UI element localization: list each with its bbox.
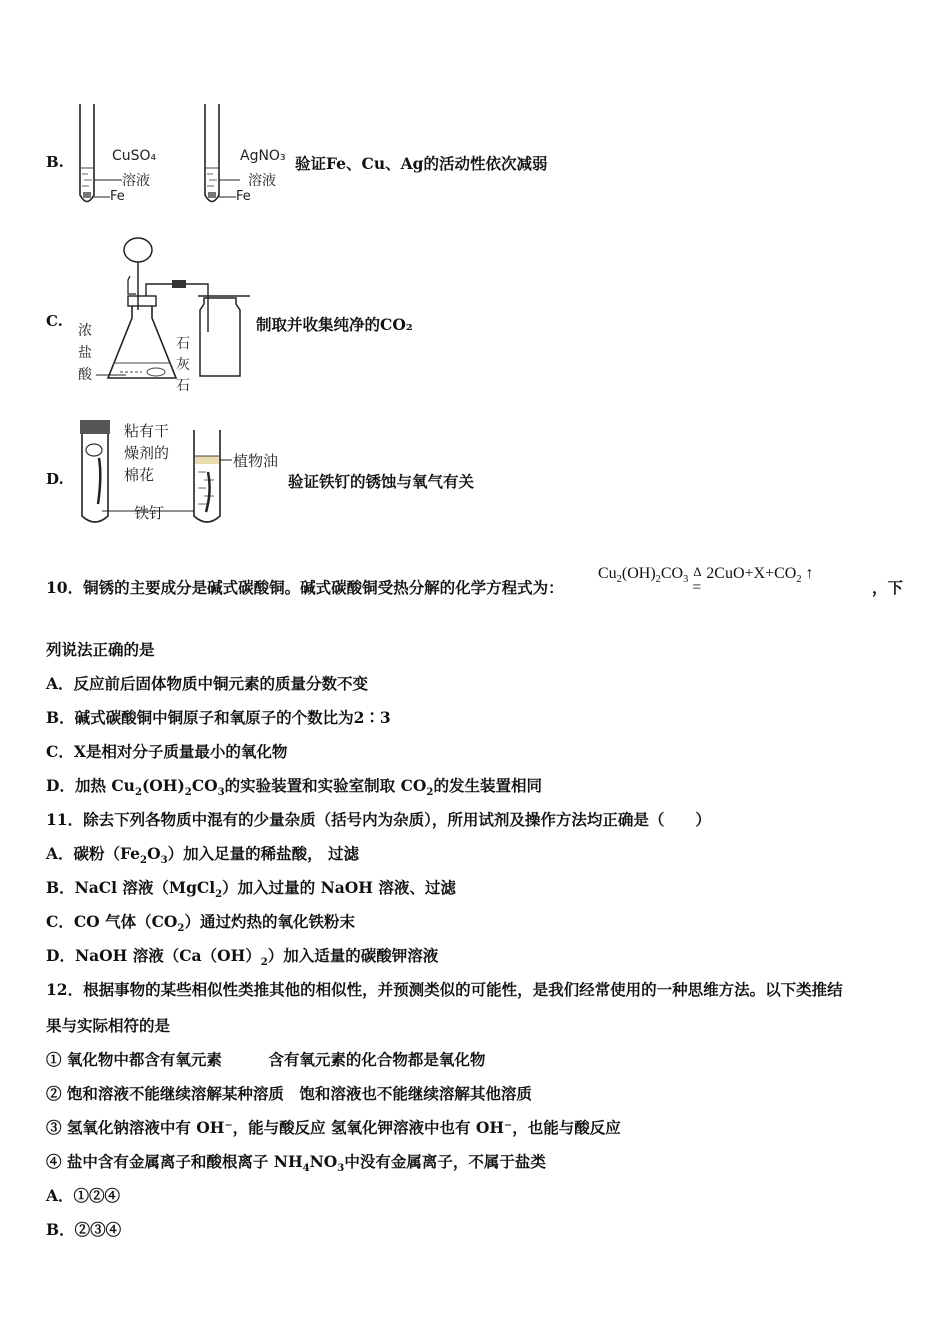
option-d-letter: D. — [46, 470, 64, 488]
q12-stem: 12．根据事物的某些相似性类推其他的相似性，并预测类似的可能性，是我们经常使用的一种思维方法。以下类推结 — [46, 980, 843, 999]
q11-option-d[interactable]: D．NaOH 溶液$(Ca(OH)_2)$加入适量的碳酸钾溶液 — [46, 946, 439, 969]
q11-stem: 11．除去下列各物质中混有的少量杂质（括号内为杂质），所用试剂及操作方法均正确是（ ） — [46, 810, 711, 829]
fe-label-1: Fe — [110, 189, 125, 204]
agno3-solution-label: 溶液 — [248, 173, 276, 189]
q12-statement-1: ① 氧化物中都含有氧元素 含有氧元素的化合物都是氧化物 — [46, 1050, 486, 1069]
q12-stem-cont: 果与实际相符的是 — [46, 1016, 171, 1035]
acid-pointer-line — [96, 372, 126, 378]
option-b-caption: 验证Fe、Cu、Ag的活动性依次减弱 — [295, 154, 548, 173]
q12-option-b[interactable]: B．②③④ — [46, 1220, 122, 1239]
limestone-label: 石 灰 石 — [176, 336, 190, 394]
q10-stem: 10．铜锈的主要成分是碱式碳酸铜。碱式碳酸铜受热分解的化学方程式为： — [46, 578, 564, 597]
cuso4-label: CuSO₄ — [112, 148, 157, 164]
fe-label-2: Fe — [236, 189, 251, 204]
option-b-letter: B. — [46, 153, 64, 171]
q11-option-a[interactable]: A．碳粉$(Fe_2O_3)$加入足量的稀盐酸， 过滤 — [46, 844, 359, 867]
iron-nail-label: 铁钉 — [134, 504, 165, 522]
q12-option-a[interactable]: A．①②④ — [46, 1186, 121, 1205]
option-d-caption: 验证铁钉的锈蚀与氧气有关 — [288, 472, 475, 491]
vegetable-oil-label: 植物油 — [233, 452, 279, 470]
q12-statement-3: ③ 氢氧化钠溶液中有 OH⁻，能与酸反应 氢氧化钾溶液中也有 OH⁻，也能与酸反应 — [46, 1118, 621, 1137]
q10-option-a[interactable]: A．反应前后固体物质中铜元素的质量分数不变 — [46, 674, 369, 693]
q11-option-c[interactable]: C．CO 气体$(CO_2)$通过灼热的氧化铁粉末 — [46, 912, 355, 935]
q10-option-d[interactable]: D．加热 $Cu_2(OH)_2CO_3$的实验装置和实验室制取 $CO_2$的发生装置相同 — [46, 776, 542, 799]
concentrated-hcl-label: 浓 盐 酸 — [78, 323, 92, 383]
option-c-letter: C. — [46, 312, 63, 330]
q10-option-c[interactable]: C．X是相对分子质量最小的氧化物 — [46, 742, 288, 761]
q10-option-b[interactable]: B．碱式碳酸铜中铜原子和氧原子的个数比为2∶3 — [46, 708, 391, 727]
q10-equation: $Cu_2(OH)_2CO_3$ Δ = $2CuO+X+CO_2$ ↑ — [598, 564, 814, 596]
cotton-desiccant-label: 粘有干 燥剂的 棉花 — [124, 422, 170, 484]
q12-statement-2: ② 饱和溶液不能继续溶解某种溶质 饱和溶液也不能继续溶解其他溶质 — [46, 1084, 532, 1103]
q10-stem-cont: 列说法正确的是 — [46, 640, 155, 659]
q11-option-b[interactable]: B．NaCl 溶液（MgCl$_2$）加入过量的 NaOH 溶液、过滤 — [46, 878, 456, 901]
option-c-caption: 制取并收集纯净的CO₂ — [256, 315, 413, 334]
q12-statement-4: ④ 盐中含有金属离子和酸根离子 $NH_4NO_3$中没有金属离子，不属于盐类 — [46, 1152, 546, 1175]
cuso4-solution-label: 溶液 — [122, 173, 150, 189]
agno3-label: AgNO₃ — [240, 148, 286, 164]
q10-stem-suffix: ，下 — [872, 578, 904, 597]
